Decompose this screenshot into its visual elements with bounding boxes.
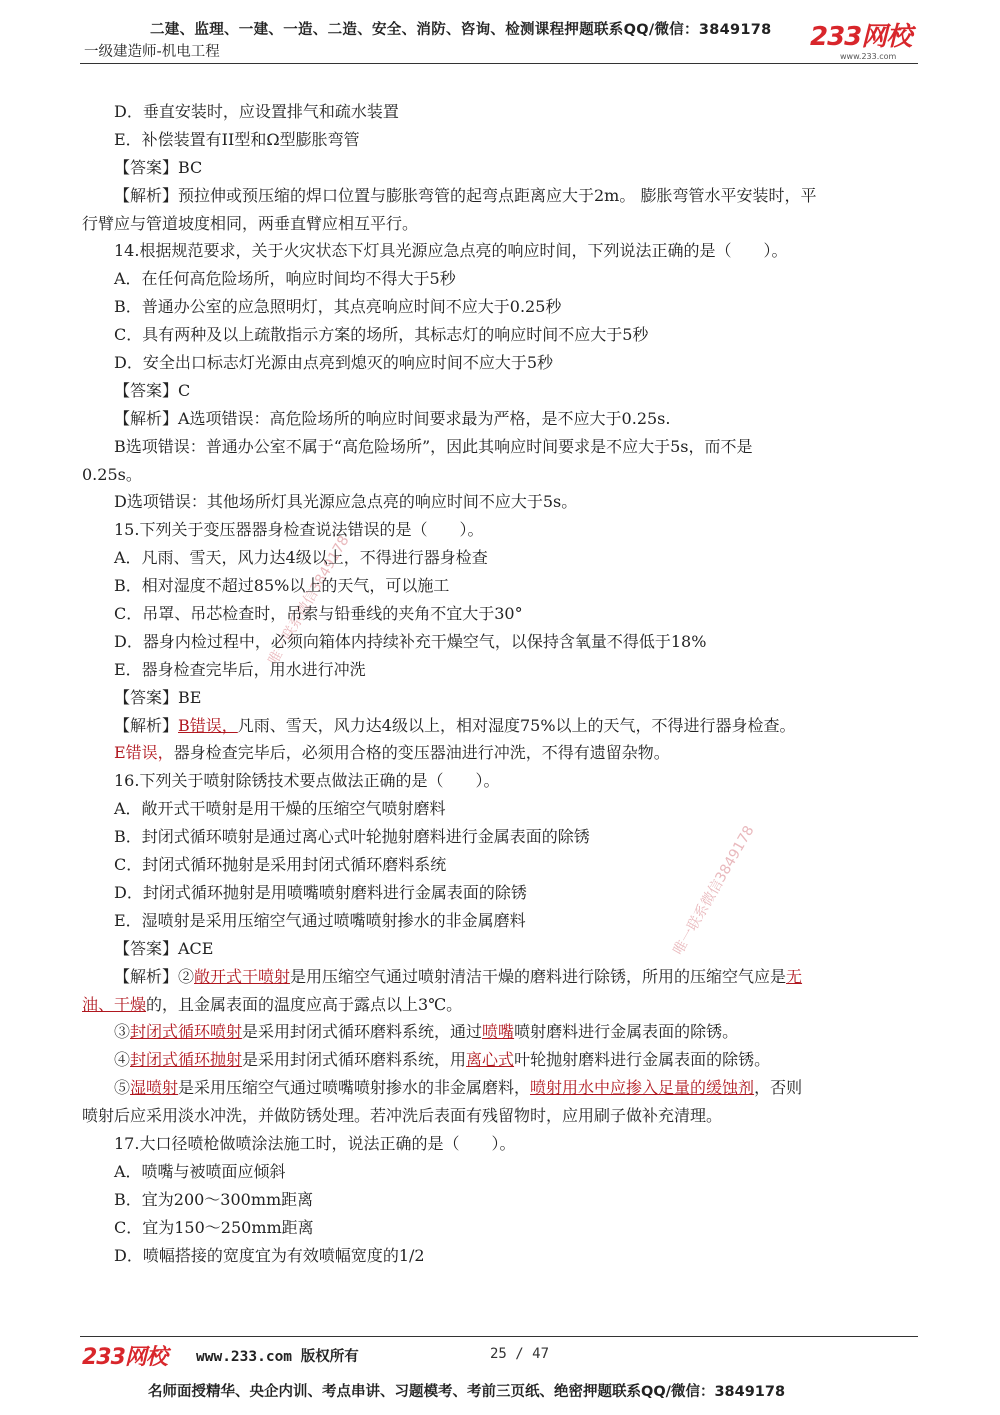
header-logo-url: www.233.com [840, 52, 897, 61]
header-subtitle: 一级建造师-机电工程 [84, 44, 220, 60]
analysis-label: 【解析】② [114, 966, 195, 986]
text-line: 行臂应与管道坡度相同，两垂直臂应相互平行。 [82, 213, 419, 233]
answer-line: 【答案】ACE [114, 938, 214, 958]
highlight-text: 喷嘴 [482, 1022, 515, 1042]
header-logo [810, 24, 920, 62]
analysis-line: 【解析】预拉伸或预压缩的焊口位置与膨胀弯管的起弯点距离应大于2m。 膨胀弯管水平安装时，平 [114, 185, 817, 205]
option-line: C．具有两种及以上疏散指示方案的场所，其标志灯的响应时间不应大于5秒 [114, 325, 649, 345]
header-logo-text: 233网校 [810, 22, 912, 52]
analysis-text: ④ [114, 1050, 131, 1070]
analysis-line: 【解析】A选项错误：高危险场所的响应时间要求最为严格，是不应大于0.25s. [114, 408, 671, 428]
analysis-line [82, 963, 922, 991]
header-contact-line: 二建、监理、一建、一造、二造、安全、消防、咨询、检测课程押题联系QQ/微信：3849178 [150, 22, 772, 38]
analysis-line [82, 1074, 922, 1102]
text-line: D．垂直安装时，应设置排气和疏水装置 [114, 102, 399, 121]
option-line: D．喷幅搭接的宽度宜为有效喷幅宽度的1/2 [114, 1245, 425, 1265]
analysis-line: B选项错误：普通办公室不属于“高危险场所”，因此其响应时间要求是不应大于5s，而不是 [114, 436, 753, 456]
highlight-text: 湿喷射 [130, 1078, 179, 1098]
question-line: 16.下列关于喷射除锈技术要点做法正确的是（ ）。 [114, 771, 500, 791]
analysis-line: 喷射后应采用淡水冲洗，并做防锈处理。若冲洗后表面有残留物时，应用刷子做补充清理。 [82, 1106, 723, 1126]
option-line: B．宜为200～300mm距离 [114, 1189, 314, 1209]
option-line: C．封闭式循环抛射是采用封闭式循环磨料系统 [114, 855, 447, 875]
analysis-text: ③ [114, 1022, 131, 1042]
answer-line: 【答案】BE [114, 687, 202, 707]
option-line: B．普通办公室的应急照明灯，其点亮响应时间不应大于0.25秒 [114, 297, 562, 317]
analysis-text: 器身检查完毕后，必须用合格的变压器油进行冲洗，不得有遗留杂物。 [173, 743, 670, 763]
question-line: 17.大口径喷枪做喷涂法施工时，说法正确的是（ ）。 [114, 1133, 516, 1153]
page-number: 25 / 47 [490, 1346, 550, 1362]
highlight-text: E错误， [114, 743, 174, 763]
footer-logo: 233网校 [82, 1345, 167, 1370]
analysis-text: 喷射磨料进行金属表面的除锈。 [514, 1022, 739, 1042]
answer-line: 【答案】BC [114, 157, 203, 177]
analysis-text: ⑤ [114, 1078, 131, 1098]
analysis-text: 的，且金属表面的温度应高于露点以上3℃。 [146, 994, 463, 1014]
option-line: A．敞开式干喷射是用干燥的压缩空气喷射磨料 [114, 799, 446, 819]
analysis-line [82, 1018, 922, 1046]
text-line: E．补偿装置有II型和Ω型膨胀弯管 [114, 129, 360, 149]
option-line: E．器身检查完毕后，用水进行冲洗 [114, 659, 366, 679]
analysis-line: 0.25s。 [82, 464, 142, 484]
analysis-label: 【解析】 [114, 715, 179, 735]
highlight-text: 离心式 [466, 1050, 515, 1070]
analysis-text: 叶轮抛射磨料进行金属表面的除锈。 [514, 1050, 771, 1070]
option-line: B．相对湿度不超过85%以上的天气，可以施工 [114, 576, 450, 596]
header-divider [80, 63, 918, 64]
analysis-text: ，否则 [754, 1078, 803, 1098]
analysis-text: 是采用封闭式循环磨料系统，用 [242, 1050, 467, 1070]
question-line: 15.下列关于变压器器身检查说法错误的是（ ）。 [114, 520, 484, 540]
analysis-text: 是用压缩空气通过喷射清洁干燥的磨料进行除锈，所用的压缩空气应是 [290, 966, 787, 986]
document-body [82, 98, 922, 1269]
option-line: A．喷嘴与被喷面应倾斜 [114, 1161, 286, 1181]
footer-copyright: www.233.com 版权所有 [196, 1349, 359, 1365]
footer-contact-line: 名师面授精华、央企内训、考点串讲、习题模考、考前三页纸、绝密押题联系QQ/微信：3849178 [148, 1384, 786, 1400]
highlight-text: B错误， [178, 715, 238, 735]
highlight-text: 喷射用水中应掺入足量的缓蚀剂 [530, 1078, 755, 1098]
watermark: 唯一联系微信3849178 [670, 823, 758, 958]
analysis-line [82, 712, 922, 740]
analysis-text: 是采用压缩空气通过喷嘴喷射掺水的非金属磨料， [178, 1078, 531, 1098]
footer-divider [80, 1336, 918, 1337]
option-line: D．器身内检过程中，必须向箱体内持续补充干燥空气，以保持含氧量不得低于18% [114, 631, 707, 651]
analysis-line [82, 739, 922, 767]
highlight-text: 封闭式循环喷射 [130, 1022, 243, 1042]
option-line: A．凡雨、雪天，风力达4级以上，不得进行器身检查 [114, 548, 488, 568]
highlight-text: 封闭式循环抛射 [130, 1050, 243, 1070]
analysis-line [82, 991, 922, 1019]
analysis-text: 是采用封闭式循环磨料系统，通过 [242, 1022, 483, 1042]
option-line: D．安全出口标志灯光源由点亮到熄灭的响应时间不应大于5秒 [114, 353, 554, 373]
highlight-text: 油、干燥 [82, 994, 147, 1014]
option-line: D．封闭式循环抛射是用喷嘴喷射磨料进行金属表面的除锈 [114, 882, 527, 902]
answer-line: 【答案】C [114, 380, 191, 400]
option-line: E．湿喷射是采用压缩空气通过喷嘴喷射掺水的非金属磨料 [114, 910, 526, 930]
option-line: C．吊罩、吊芯检查时，吊索与铅垂线的夹角不宜大于30° [114, 604, 523, 624]
option-line: A．在任何高危险场所，响应时间均不得大于5秒 [114, 269, 456, 289]
option-line: C．宜为150～250mm距离 [114, 1217, 314, 1237]
analysis-text: 凡雨、雪天，风力达4级以上，相对湿度75%以上的天气，不得进行器身检查。 [237, 715, 796, 735]
question-line: 14.根据规范要求，关于火灾状态下灯具光源应急点亮的响应时间，下列说法正确的是（ ）。 [114, 241, 788, 261]
highlight-text: 敞开式干喷射 [194, 966, 291, 986]
watermark: 唯一联系微信3849178 [265, 533, 353, 668]
analysis-line: D选项错误：其他场所灯具光源应急点亮的响应时间不应大于5s。 [114, 492, 578, 512]
highlight-text: 无 [786, 966, 803, 986]
analysis-line [82, 1046, 922, 1074]
option-line: B．封闭式循环喷射是通过离心式叶轮抛射磨料进行金属表面的除锈 [114, 827, 590, 847]
